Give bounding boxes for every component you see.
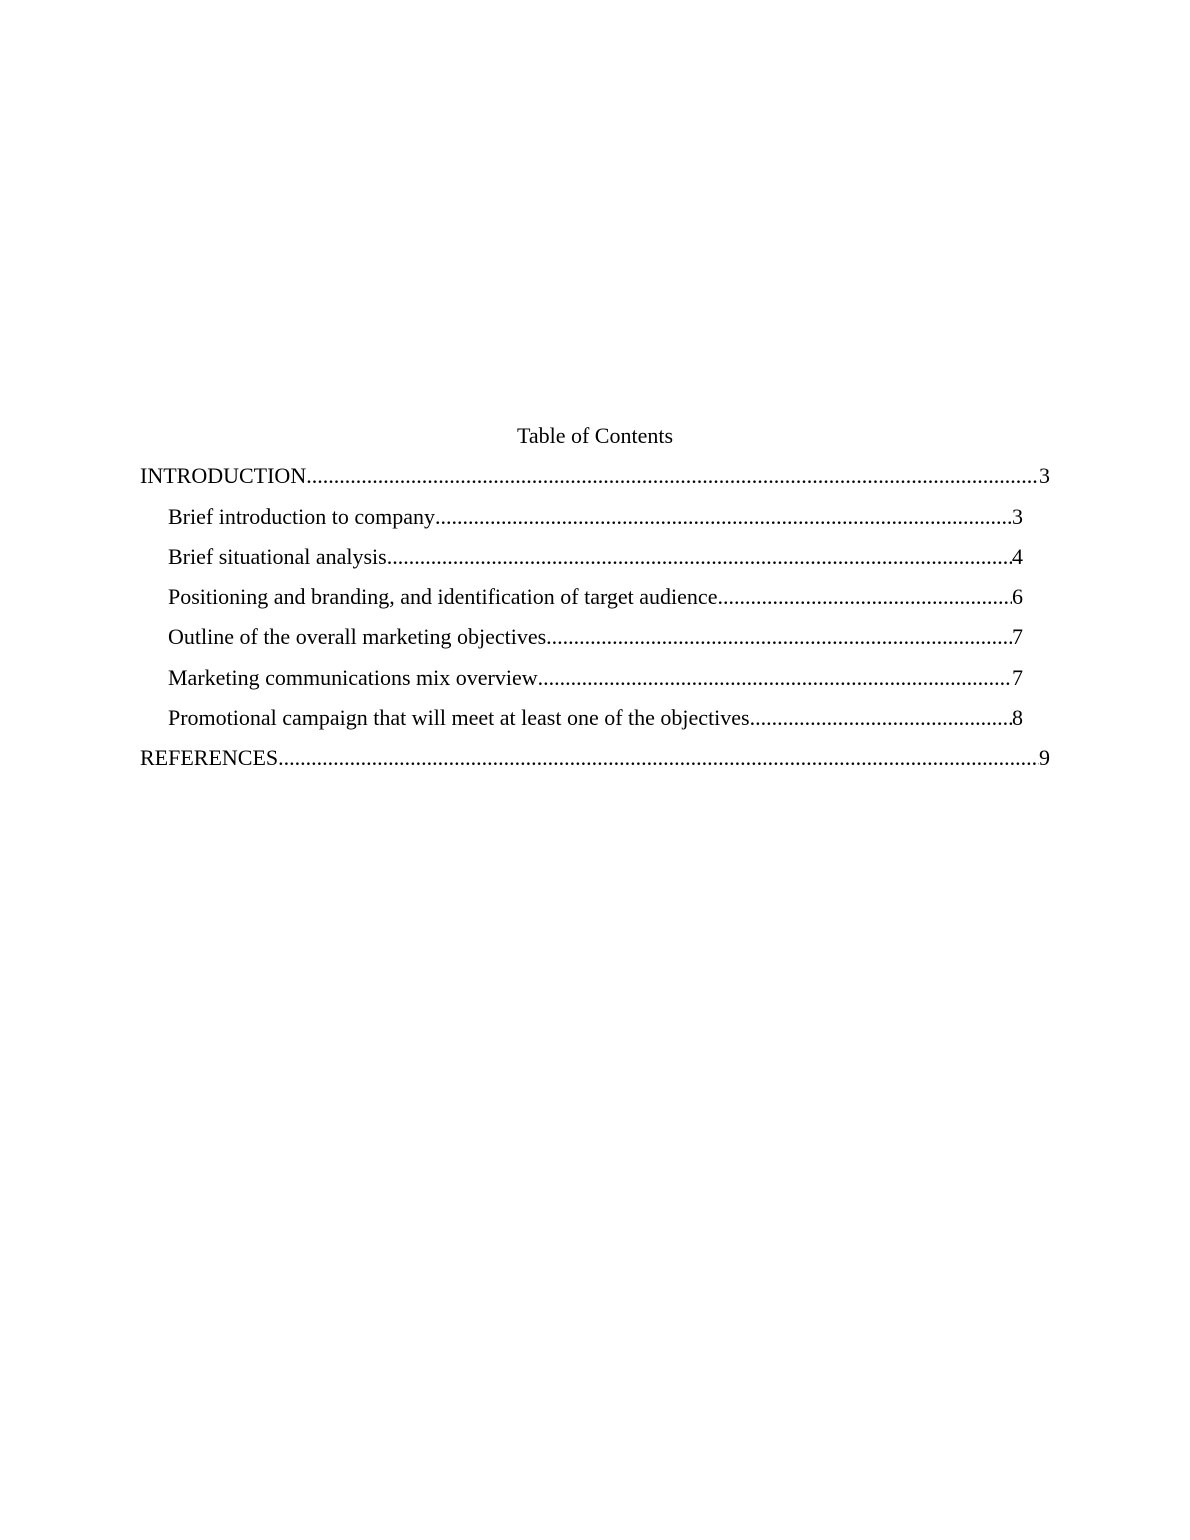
toc-entry-label: INTRODUCTION — [140, 463, 307, 488]
toc-entry-introduction[interactable] — [140, 462, 1050, 490]
toc-dot-leader — [278, 744, 1039, 772]
toc-page-number: 7 — [1012, 665, 1023, 690]
toc-entry-label: Marketing communications mix overview — [168, 665, 538, 690]
toc-entry-label: Outline of the overall marketing objectives — [168, 624, 547, 649]
toc-page-number: 4 — [1012, 544, 1023, 569]
toc-dot-leader — [750, 704, 1012, 732]
toc-entry-brief-introduction[interactable] — [168, 503, 1023, 531]
toc-entry-positioning-branding[interactable] — [168, 583, 1023, 611]
toc-page-number: 7 — [1012, 624, 1023, 649]
toc-page-number: 6 — [1012, 584, 1023, 609]
toc-entry-label: Promotional campaign that will meet at least one of the objectives — [168, 705, 750, 730]
toc-entry-label: Brief introduction to company — [168, 504, 435, 529]
toc-dot-leader — [538, 664, 1012, 692]
toc-title: Table of Contents — [516, 423, 674, 448]
toc-page-number: 3 — [1012, 504, 1023, 529]
toc-entry-marketing-objectives[interactable] — [168, 623, 1023, 651]
toc-page-number: 3 — [1039, 463, 1050, 488]
toc-dot-leader — [435, 503, 1012, 531]
toc-entry-label: REFERENCES — [140, 745, 279, 770]
toc-entry-label: Positioning and branding, and identification of target audience — [168, 584, 718, 609]
toc-entry-references[interactable] — [140, 744, 1050, 772]
toc-dot-leader — [546, 623, 1012, 651]
toc-dot-leader — [387, 543, 1012, 571]
toc-entry-promotional-campaign[interactable] — [168, 704, 1023, 732]
toc-dot-leader — [717, 583, 1012, 611]
toc-page-number: 8 — [1012, 705, 1023, 730]
toc-entry-label: Brief situational analysis — [168, 544, 387, 569]
toc-dot-leader — [306, 462, 1039, 490]
toc-page-number: 9 — [1039, 745, 1050, 770]
toc-entry-situational-analysis[interactable] — [168, 543, 1023, 571]
toc-entry-communications-mix[interactable] — [168, 664, 1023, 692]
